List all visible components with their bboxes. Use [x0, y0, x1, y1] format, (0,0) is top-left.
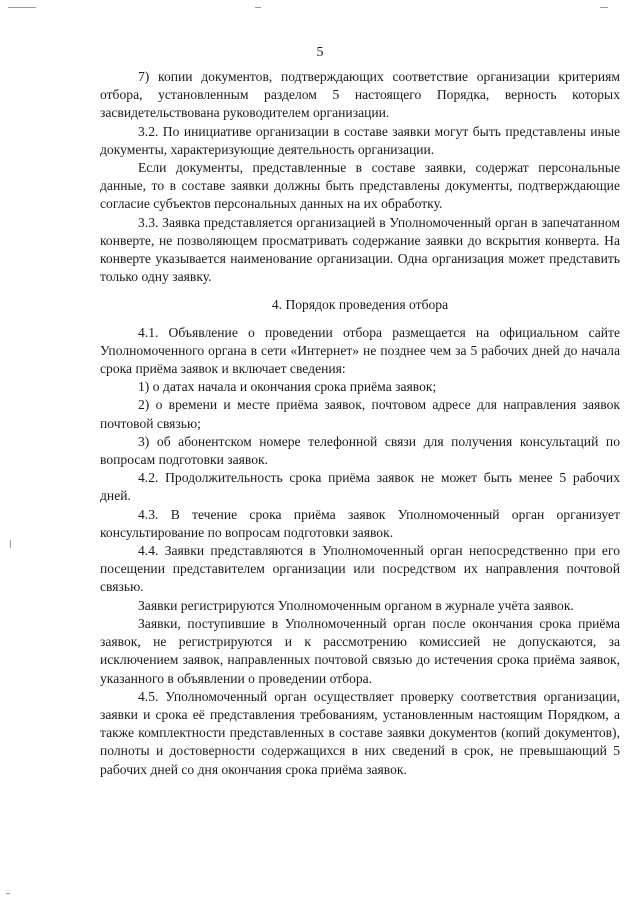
scan-mark-top-right: [600, 7, 608, 8]
paragraph: 4.5. Уполномоченный орган осуществляет проверку соответствия организации, заявки и срока её представления требованиям, установленным настоящим Порядком, а также комплектности представленных в составе заявки документов (копий документов), полноты и достоверности содержащихся в них сведений в срок, не превышающий 5 рабочих дней со дня окончания срока приёма заявок.: [100, 688, 620, 777]
scan-mark-bottom-left: [6, 893, 10, 894]
paragraph: 7) копии документов, подтверждающих соответствие организации критериям отбора, установленным разделом 5 настоящего Порядка, верность которых засвидетельствована руководителем организации.: [100, 69, 620, 121]
paragraph: 4.2. Продолжительность срока приёма заявок не может быть менее 5 рабочих дней.: [100, 470, 620, 504]
paragraph: 3.3. Заявка представляется организацией в Уполномоченный орган в запечатанном конверте, не позволяющем просматривать содержание заявки до вскрытия конверта. На конверте указывается наименование организации. Одна организация может представить только одну заявку.: [100, 214, 620, 285]
paragraph: 2) о времени и месте приёма заявок, почтовом адресе для направления заявок почтовой связью;: [100, 397, 620, 431]
paragraph: 4.4. Заявки представляются в Уполномоченный орган непосредственно при его посещении представителем организации или посредством их направления почтовой связью.: [100, 543, 620, 595]
scan-mark-top-left: [8, 7, 36, 8]
scan-mark-left-edge: [10, 540, 11, 548]
paragraph: Заявки, поступившие в Уполномоченный орган после окончания срока приёма заявок, не регистрируются и к рассмотрению комиссией не допускаются, за исключением заявок, направленных почтовой связью до истечения срока приёма заявок, указанного в объявлении о проведении отбора.: [100, 615, 620, 686]
paragraph: 1) о датах начала и окончания срока приёма заявок;: [138, 379, 437, 395]
section-heading: 4. Порядок проведения отбора: [271, 297, 449, 313]
document-body: [100, 68, 620, 779]
paragraph: 4.3. В течение срока приёма заявок Уполномоченный орган организует консультирование по вопросам подготовки заявок.: [100, 506, 620, 540]
page-number: 5: [316, 45, 324, 60]
paragraph: 3.2. По инициативе организации в составе заявки могут быть представлены иные документы, характеризующие деятельность организации.: [100, 123, 620, 157]
paragraph: 4.1. Объявление о проведении отбора размещается на официальном сайте Уполномоченного органа в сети «Интернет» не позднее чем за 5 рабочих дней до начала срока приёма заявок и включает сведения:: [100, 324, 620, 377]
paragraph: 3) об абонентском номере телефонной связи для получения консультаций по вопросам подготовки заявок.: [100, 433, 620, 468]
scan-mark-top: [255, 7, 261, 8]
paragraph: Если документы, представленные в составе заявки, содержат персональные данные, то в составе заявки должны быть представлены документы, подтверждающие согласие субъектов персональных данных на их обработку.: [100, 160, 620, 212]
paragraph: Заявки регистрируются Уполномоченным органом в журнале учёта заявок.: [138, 597, 574, 613]
